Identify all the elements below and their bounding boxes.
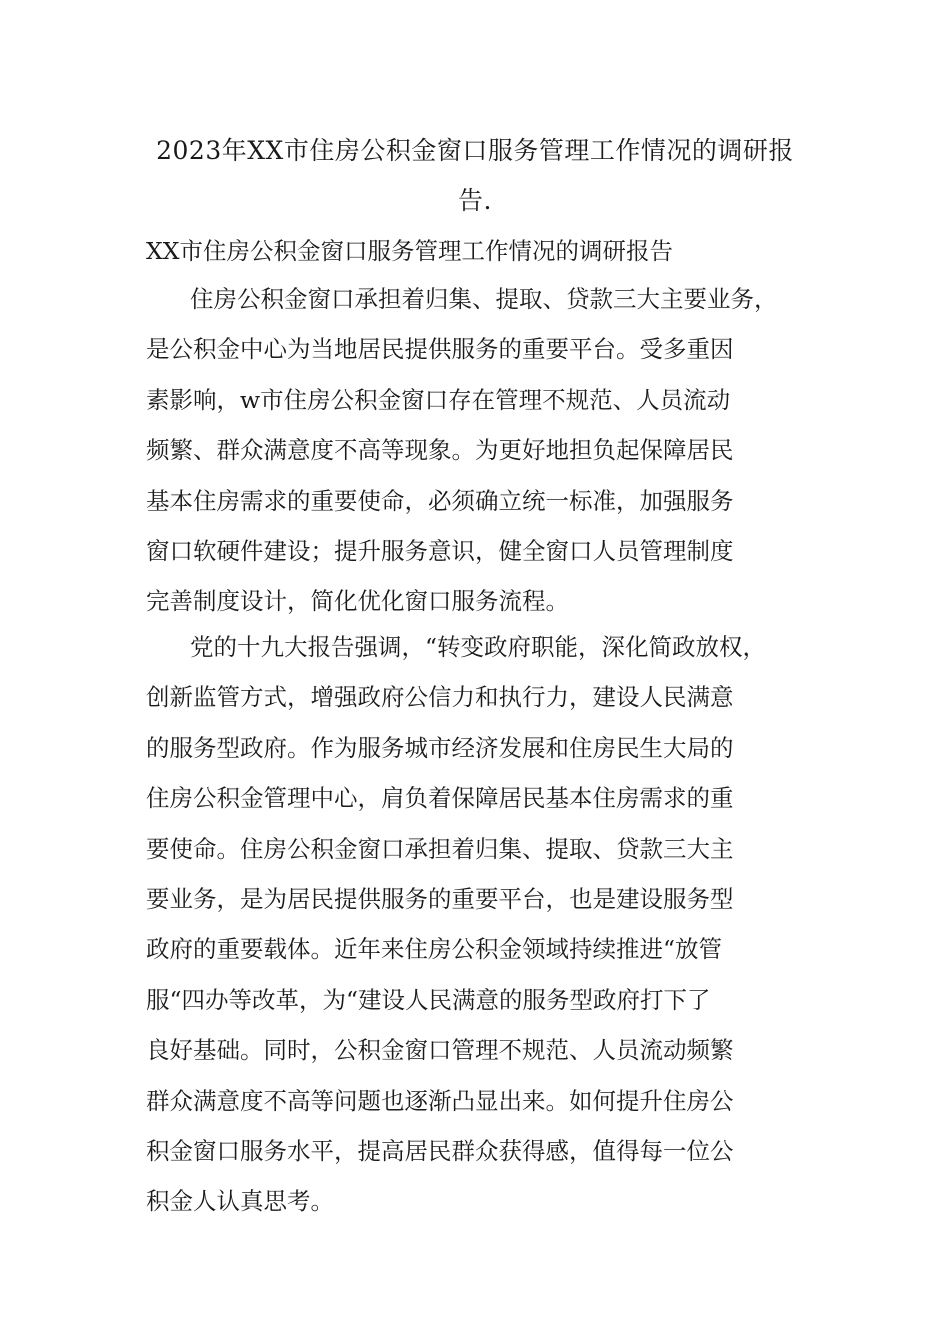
- paragraph-2: [146, 622, 836, 1227]
- paragraph-line: 完善制度设计，简化优化窗口服务流程。: [146, 587, 569, 616]
- document-title: [130, 126, 820, 226]
- paragraph-line: 积金窗口服务水平，提高居民群众获得感，值得每一位公: [146, 1137, 734, 1166]
- paragraph-line: 创新监管方式，增强政府公信力和执行力，建设人民满意: [146, 683, 734, 712]
- paragraph-line: 要使命。住房公积金窗口承担着归集、提取、贷款三大主: [146, 834, 734, 863]
- paragraph-line: 住房公积金管理中心，肩负着保障居民基本住房需求的重: [146, 784, 734, 813]
- paragraph-1: [146, 274, 836, 627]
- paragraph-line: 服“四办等改革，为“建设人民满意的服务型政府打下了: [146, 985, 711, 1014]
- paragraph-line: 良好基础。同时，公积金窗口管理不规范、人员流动频繁: [146, 1036, 734, 1065]
- paragraph-line: 住房公积金窗口承担着归集、提取、贷款三大主要业务，: [190, 285, 778, 313]
- paragraph-line: 是公积金中心为当地居民提供服务的重要平台。受多重因: [146, 335, 734, 364]
- paragraph-line: 基本住房需求的重要使命，必须确立统一标准，加强服务: [146, 486, 734, 515]
- paragraph-line: 频繁、群众满意度不高等现象。为更好地担负起保障居民: [146, 436, 734, 465]
- title-line-2: 告.: [458, 186, 492, 215]
- paragraph-line: 窗口软硬件建设；提升服务意识，健全窗口人员管理制度: [146, 537, 734, 566]
- paragraph-line: 党的十九大报告强调，“转变政府职能，深化简政放权，: [190, 633, 767, 661]
- paragraph-line: 政府的重要载体。近年来住房公积金领域持续推进“放管: [146, 935, 723, 964]
- document-subtitle: XX市住房公积金窗口服务管理工作情况的调研报告: [146, 237, 673, 265]
- paragraph-line: 要业务，是为居民提供服务的重要平台，也是建设服务型: [146, 885, 734, 914]
- paragraph-line: 的服务型政府。作为服务城市经济发展和住房民生大局的: [146, 733, 734, 762]
- paragraph-line: 素影响，w市住房公积金窗口存在管理不规范、人员流动: [146, 385, 731, 414]
- paragraph-line: 积金人认真思考。: [146, 1187, 334, 1216]
- title-line-1: 2023年XX市住房公积金窗口服务管理工作情况的调研报: [156, 136, 794, 165]
- paragraph-line: 群众满意度不高等问题也逐渐凸显出来。如何提升住房公: [146, 1086, 734, 1115]
